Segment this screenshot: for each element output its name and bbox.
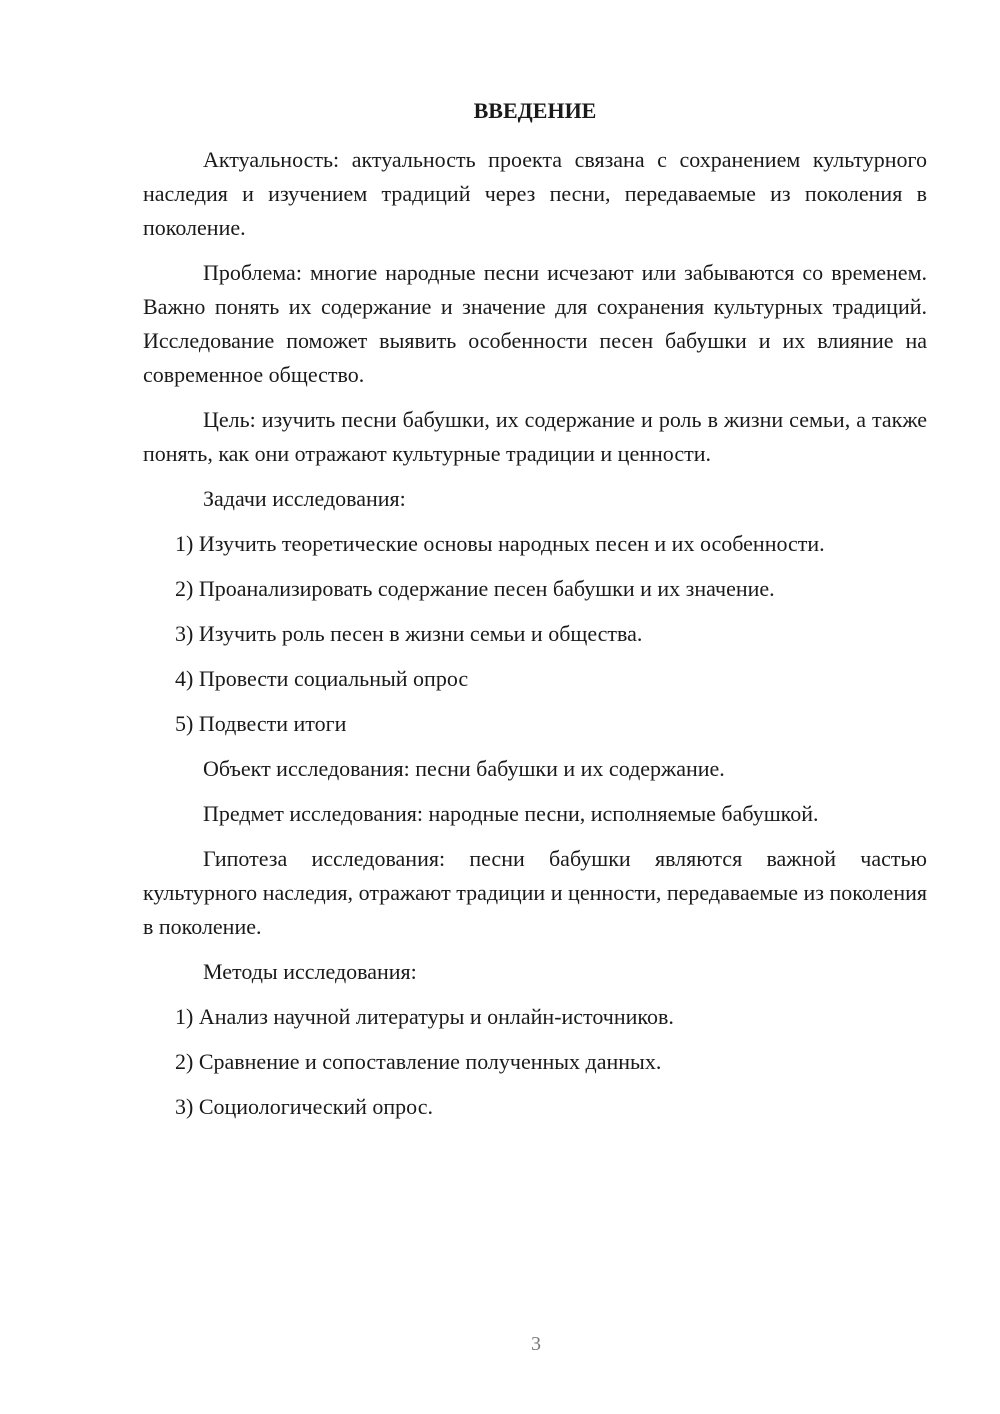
list-item: 2) Проанализировать содержание песен бабушки и их значение. [175,576,775,601]
methods-list [143,1000,927,1124]
tasks-title: Задачи исследования: [203,486,406,511]
list-item: 4) Провести социальный опрос [175,666,469,691]
list-item: 5) Подвести итоги [175,711,347,736]
tasks-list [143,527,927,741]
list-item: 3) Социологический опрос. [175,1094,433,1119]
object-paragraph: Объект исследования: песни бабушки и их содержание. [203,756,725,781]
list-item: 2) Сравнение и сопоставление полученных данных. [175,1049,662,1074]
page-number: 3 [531,1333,541,1355]
goal-paragraph: Цель: изучить песни бабушки, их содержание и роль в жизни семьи, а также понять, как они отражают культурные традиции и ценности. [143,407,927,466]
list-item: 3) Изучить роль песен в жизни семьи и общества. [175,621,643,646]
methods-title: Методы исследования: [203,959,417,984]
list-item: 1) Анализ научной литературы и онлайн-источников. [175,1004,674,1029]
list-item: 1) Изучить теоретические основы народных песен и их особенности. [175,531,825,556]
section-heading: ВВЕДЕНИЕ [473,98,597,123]
hypothesis-paragraph: Гипотеза исследования: песни бабушки являются важной частью культурного наследия, отражают традиции и ценности, передаваемые из поколения в поколение. [143,846,927,939]
page-content [143,98,927,1135]
relevance-paragraph: Актуальность: актуальность проекта связана с сохранением культурного наследия и изучением традиций через песни, передаваемые из поколения в поколение. [143,147,927,240]
problem-paragraph: Проблема: многие народные песни исчезают или забываются со временем. Важно понять их содержание и значение для сохранения культурных традиций. Исследование поможет выявить особенности песен бабушки и их влияние на современное общество. [143,260,927,387]
subject-paragraph: Предмет исследования: народные песни, исполняемые бабушкой. [203,801,819,826]
